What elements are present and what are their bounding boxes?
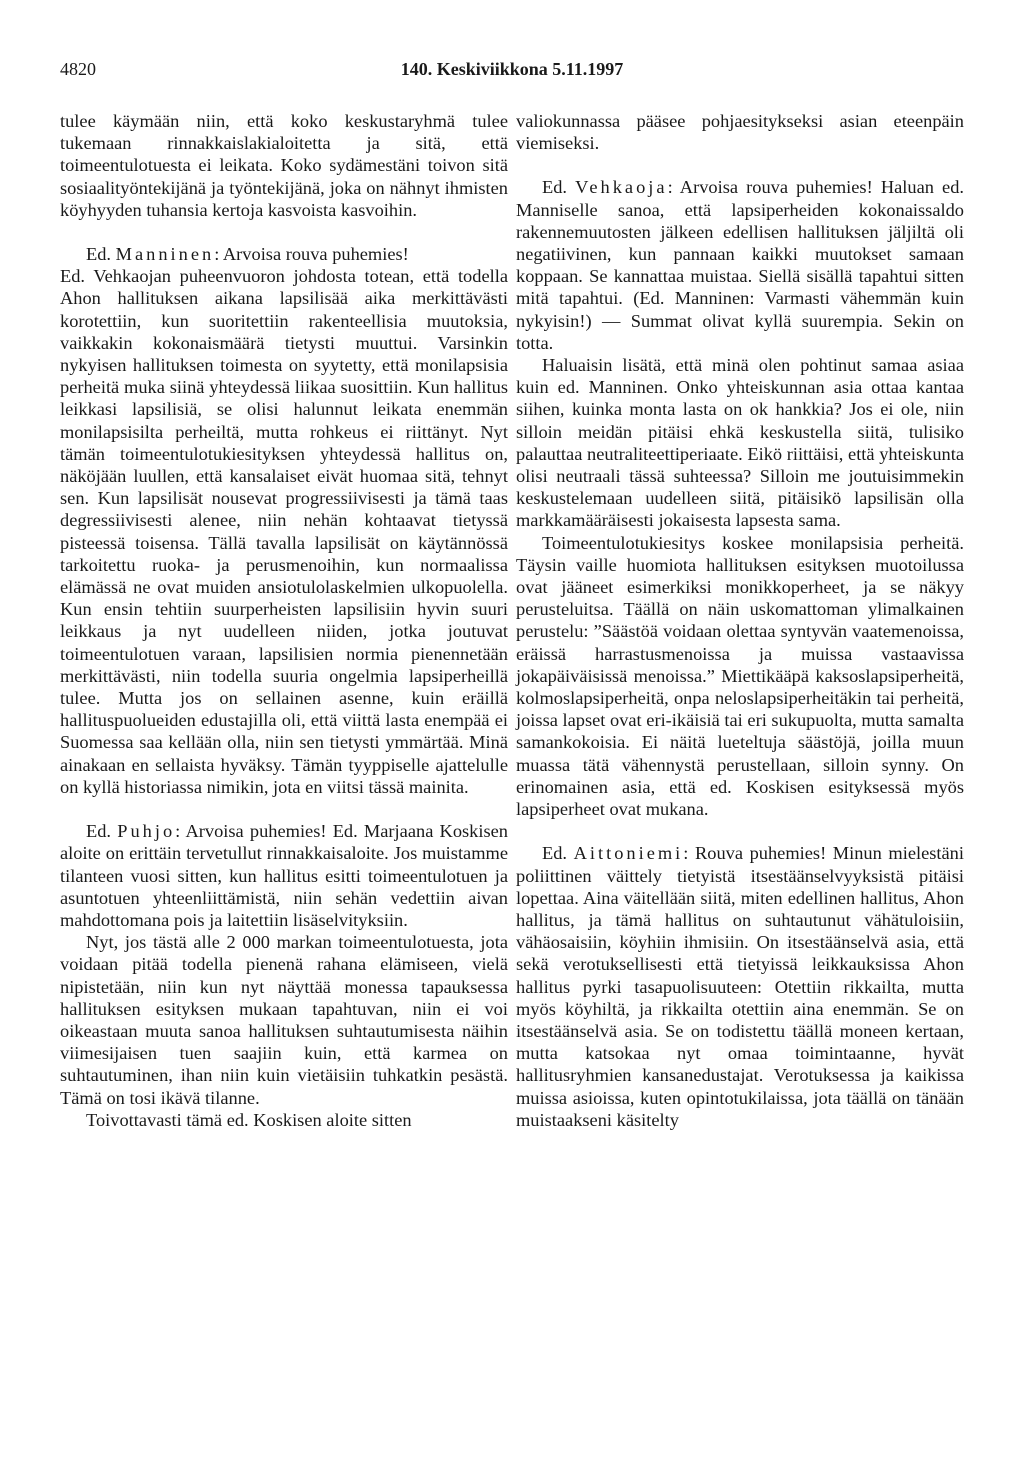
speaker-paragraph <box>516 842 964 1131</box>
speaker-prefix: Ed. <box>542 843 574 864</box>
left-column <box>60 110 508 1131</box>
paragraph: Haluaisin lisätä, että minä olen pohtinut samaa asiaa kuin ed. Manninen. Onko yhteiskunnan asia ottaa kantaa siihen, kuinka monta lasta on ok hankkia? Jos ei ole, niin silloin meidän pitäisi ehkä keskustella siitä, tulisiko palauttaa neutraliteettiperiaate. Eikö riittäisi, että yhteiskunta olisi neutraali tässä suhteessa? Silloin me joutuisimmekin keskustelemaan uudelleen siitä, pitäisikö lapsilisän olla markkamääräisesti jokaisesta lapsesta sama. <box>516 355 964 531</box>
speaker-prefix: Ed. <box>86 821 118 842</box>
page-number: 4820 <box>60 59 96 79</box>
speech-text: : Rouva puhemies! Minun mielestäni poliittinen väittely tietyistä itsestäänselvyyksistä pitäisi lopettaa. Aina väitellään siitä, miten edellinen hallitus, Ahon hallitus, ja tämä hallitus on suhtautunut vähätuloisiin, vähäosaisiin, köyhiin ihmisiin. On itsestäänselvä asia, että sekä verotuksellisesti että tietyissä leikkauksissa Ahon hallitus pyrki tasapuolisuuteen: Otettiin rikkailta, mutta myös köyhiltä, ja rikkailta otettiin aina enemmän. Se on itsestäänselvä asia. Se on todistettu täällä moneen kertaan, mutta katsokaa nyt omaa toimintaanne, hyvät hallitusryhmien kansanedustajat. Verotuksessa ja kaikissa muissa asioissa, kuten opintotukilaissa, jota täällä on tänään muistaakseni käsitelty <box>516 843 964 1130</box>
speech-text: : Arvoisa puhemies! Ed. Marjaana Koskisen aloite on erittäin tervetullut rinnakkaisaloite. Jos muistamme tilanteen vuosi sitten, kun hallitus esitti toimeentulotuen ja asuntotuen yhteenliittämistä, niin sehän vedettiin aivan mahdottomana pois ja laitettiin lisäselvityksiin. <box>60 821 509 930</box>
paragraph: tulee käymään niin, että koko keskustaryhmä tulee tukemaan rinnakkaislakialoitetta ja sitä, että toimeentulotuesta ei leikata. Koko sydämestäni toivon sitä sosiaalityöntekijänä ja työntekijänä, joka on nähnyt ihmisten köyhyyden tuhansia kertoja kasvoista kasvoihin. <box>60 111 508 220</box>
speaker-paragraph <box>516 176 964 354</box>
paragraph: Toivottavasti tämä ed. Koskisen aloite sitten <box>86 1109 412 1130</box>
speaker-paragraph <box>60 243 508 265</box>
speaker-name: Aittoniemi <box>573 843 684 864</box>
right-column <box>516 110 964 1131</box>
speaker-name: Manninen <box>115 244 215 265</box>
speaker-prefix: Ed. <box>86 244 116 265</box>
speech-text: : Arvoisa rouva puhemies! <box>214 244 409 265</box>
speaker-prefix: Ed. <box>542 177 576 198</box>
paragraph: Ed. Vehkaojan puheenvuoron johdosta totean, että todella Ahon hallituksen aikana lapsilisää aika merkittävästi korotettiin, kun suoritettiin rakenteellisia muutoksia, vaikkakin kokonaismäärä tietysti muuttui. Varsinkin nykyisen hallituksen toimesta on syytetty, että monilapsisia perheitä muka siinä yhteydessä liikaa suosittiin. Kun hallitus leikkasi lapsilisiä, se olisi halunnut leikata enemmän monilapsisilta perheiltä, mutta rohkeus ei riittänyt. Nyt tämän toimeentulotukiesityksen yhteydessä hallitus on, näköjään luullen, että kansalaiset eivät huomaa sitä, tehnyt sen. Kun lapsilisät nousevat progressiivisesti ja tämä taas degressiivisesti alenee, niin nehän kohtaavat tietyssä pisteessä toisensa. Tällä tavalla lapsilisät on käytännössä tarkoitettu ruoka- ja perusmenoihin, kun normaalissa elämässä ne ovat muiden ansiotulolaskelmien ulkopuolella. Kun ensin tehtiin suurperheisten lapsilisiin hyvin suuri leikkaus ja nyt uudelleen niiden, jotka joutuvat toimeentulotuen varaan, lapsilisien normia pienennetään merkittävästi, niin todella suuria ongelmia lapsiperheillä tulee. Mutta jos on sellainen asenne, kuin eräillä hallituspuolueiden edustajilla oli, että viittä lasta enempää ei Suomessa saa kellään olla, niin sen tietysti ymmärtää. Minä ainakaan en sellaista hyväksy. Tämän tyyppiselle ajattelulle on kyllä historiassa nimikin, jota en viitsi tässä mainita. <box>60 266 508 797</box>
paragraph: valiokunnassa pääsee pohjaesitykseksi asian eteenpäin viemiseksi. <box>516 111 964 154</box>
paragraph: Toimeentulotukiesitys koskee monilapsisia perheitä. Täysin vaille huomiota hallituksen esityksen muotoilussa ovat jääneet esimerkiksi monikkoperheet, ja se näkyy perusteluitsa. Täällä on näin uskomattoman ylimalkainen perustelu: ”Säästöä voidaan olettaa syntyvän vaatemenoissa, eräissä harrastusmenoissa ja muissa vastaavissa jokapäiväisissä menoissa.” Miettikääpä kaksoslapsiperheitä, kolmoslapsiperheitä, onpa neloslapsiperheitäkin tai perheitä, joissa lapset ovat eri-ikäisiä tai eri sukupuolta, mutta samalta samankokoisia. Ei näitä lueteltuja säästöjä, joilla muun muassa tätä vähennystä perustellaan, silloin synny. On erinomainen asia, että ed. Koskisen esityksessä myös lapsiperheet ovat mukana. <box>516 532 964 820</box>
speech-text: : Arvoisa rouva puhemies! Haluan ed. Manniselle sanoa, että lapsiperheiden kokonaissaldo rakennemuutosten jälkeen edellisen hallituksen jäljiltä oli negatiivinen, kun pannaan kaikki muutokset samaan koppaan. Se kannattaa muistaa. Siellä sisällä tapahtui sitten mitä tapahtui. (Ed. Manninen: Varmasti vähemmän kuin nykyisin!) — Summat olivat kyllä suurempia. Sekin on totta. <box>516 177 964 353</box>
session-title: 140. Keskiviikkona 5.11.1997 <box>400 59 624 79</box>
speaker-name: Vehkaoja <box>575 177 668 198</box>
speaker-name: Puhjo <box>117 821 176 842</box>
paragraph: Nyt, jos tästä alle 2 000 markan toimeentulotuesta, jota voidaan pitää todella pienenä rahana elämiseen, vielä nipistetään, niin kun nyt näyttää monessa tapauksessa hallituksen esityksen mukaan tapahtuvan, niin ei voi oikeastaan muuta sanoa hallituksen suhtautumisesta näihin viimesijaisen tuen saajiin kuin, että karmea on suhtautuminen, ihan niin kuin vietäisiin tuhkatkin pesästä. Tämä on tosi ikävä tilanne. <box>60 932 508 1108</box>
speaker-paragraph <box>60 820 508 931</box>
